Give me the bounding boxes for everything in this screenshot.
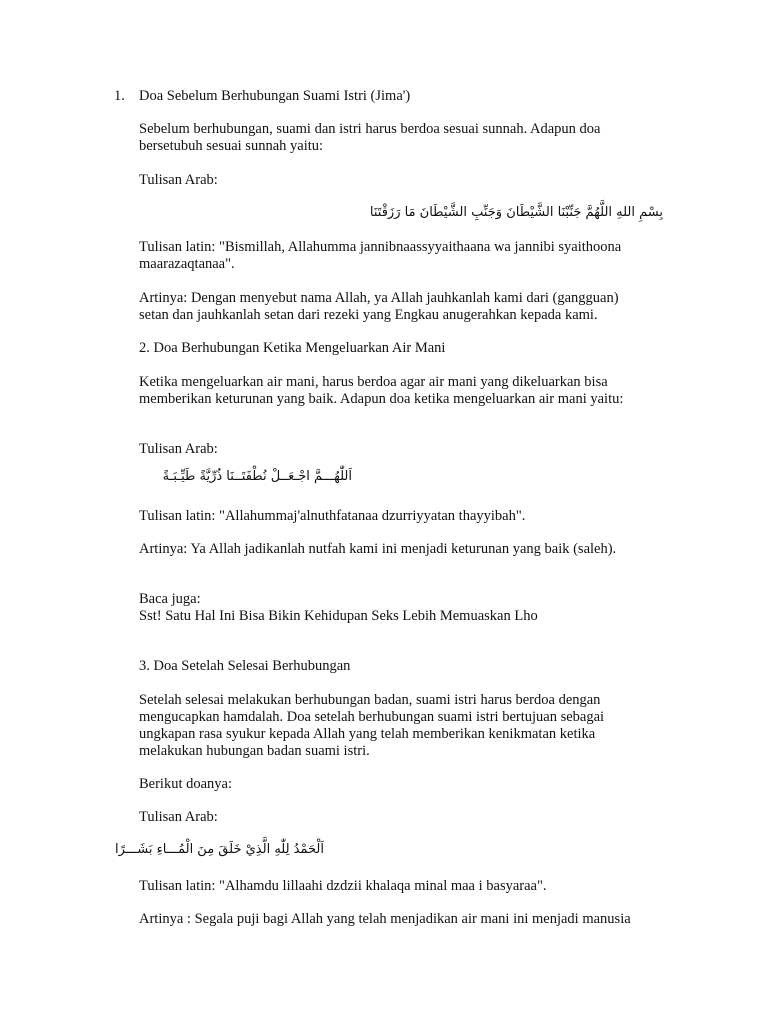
paragraph-line: memberikan keturunan yang baik. Adapun doa ketika mengeluarkan air mani yaitu: — [139, 391, 624, 407]
meaning-line: setan dan jauhkanlah setan dari rezeki yang Engkau anugerahkan kepada kami. — [139, 307, 598, 323]
section-heading: 2. Doa Berhubungan Ketika Mengeluarkan Air Mani — [139, 340, 446, 356]
arab-label: Tulisan Arab: — [139, 441, 218, 457]
meaning-line: Artinya: Dengan menyebut nama Allah, ya Allah jauhkanlah kami dari (gangguan) — [139, 290, 619, 306]
arabic-text: بِسْمِ اللهِ اللَّهُمَّ جَنِّبْنَا الشَّيْطَانَ وَجَنِّبِ الشَّيْطَانَ مَا رَزَقْتَنَا — [369, 205, 663, 220]
baca-juga-link[interactable]: Sst! Satu Hal Ini Bisa Bikin Kehidupan Seks Lebih Memuaskan Lho — [139, 608, 538, 624]
arabic-text: اَللّٰهُـــمَّ اجْـعَــلْ نُطْفَتَــنَا ذُرِّيَّةً طَيِّـبَـةً — [162, 469, 352, 484]
section-heading: 3. Doa Setelah Selesai Berhubungan — [139, 658, 351, 674]
berikut-label: Berikut doanya: — [139, 776, 233, 792]
latin-line: maarazaqtanaa". — [139, 256, 235, 272]
paragraph-line: melakukan hubungan badan suami istri. — [139, 743, 370, 759]
latin-line: Tulisan latin: "Allahummaj'alnuthfatanaa dzurriyyatan thayyibah". — [139, 508, 526, 524]
paragraph-line: mengucapkan hamdalah. Doa setelah berhubungan suami istri bertujuan sebagai — [139, 709, 605, 725]
paragraph-line: Ketika mengeluarkan air mani, harus berdoa agar air mani yang dikeluarkan bisa — [139, 374, 608, 390]
paragraph-line: Sebelum berhubungan, suami dan istri harus berdoa sesuai sunnah. Adapun doa — [139, 121, 601, 137]
baca-juga-label: Baca juga: — [139, 591, 201, 607]
latin-line: Tulisan latin: "Bismillah, Allahumma jannibnaassyyaithaana wa jannibi syaithoona — [139, 239, 622, 255]
section-heading: Doa Sebelum Berhubungan Suami Istri (Jima') — [139, 88, 411, 104]
paragraph-line: bersetubuh sesuai sunnah yaitu: — [139, 138, 324, 154]
latin-line: Tulisan latin: "Alhamdu lillaahi dzdzii khalaqa minal maa i basyaraa". — [139, 878, 547, 894]
arab-label: Tulisan Arab: — [139, 809, 218, 825]
meaning-line: Artinya: Ya Allah jadikanlah nutfah kami ini menjadi keturunan yang baik (saleh). — [139, 541, 617, 557]
list-number: 1. — [114, 88, 125, 104]
arab-label: Tulisan Arab: — [139, 172, 218, 188]
arabic-text: اَلْحَمْدُ لِلّٰهِ الَّذِيْ خَلَقَ مِنَ الْمُـــاءِ بَشَـــرًا — [115, 842, 324, 857]
paragraph-line: Setelah selesai melakukan berhubungan badan, suami istri harus berdoa dengan — [139, 692, 601, 708]
paragraph-line: ungkapan rasa syukur kepada Allah yang telah memberikan kenikmatan ketika — [139, 726, 596, 742]
meaning-line: Artinya : Segala puji bagi Allah yang telah menjadikan air mani ini menjadi manusia — [139, 911, 631, 927]
